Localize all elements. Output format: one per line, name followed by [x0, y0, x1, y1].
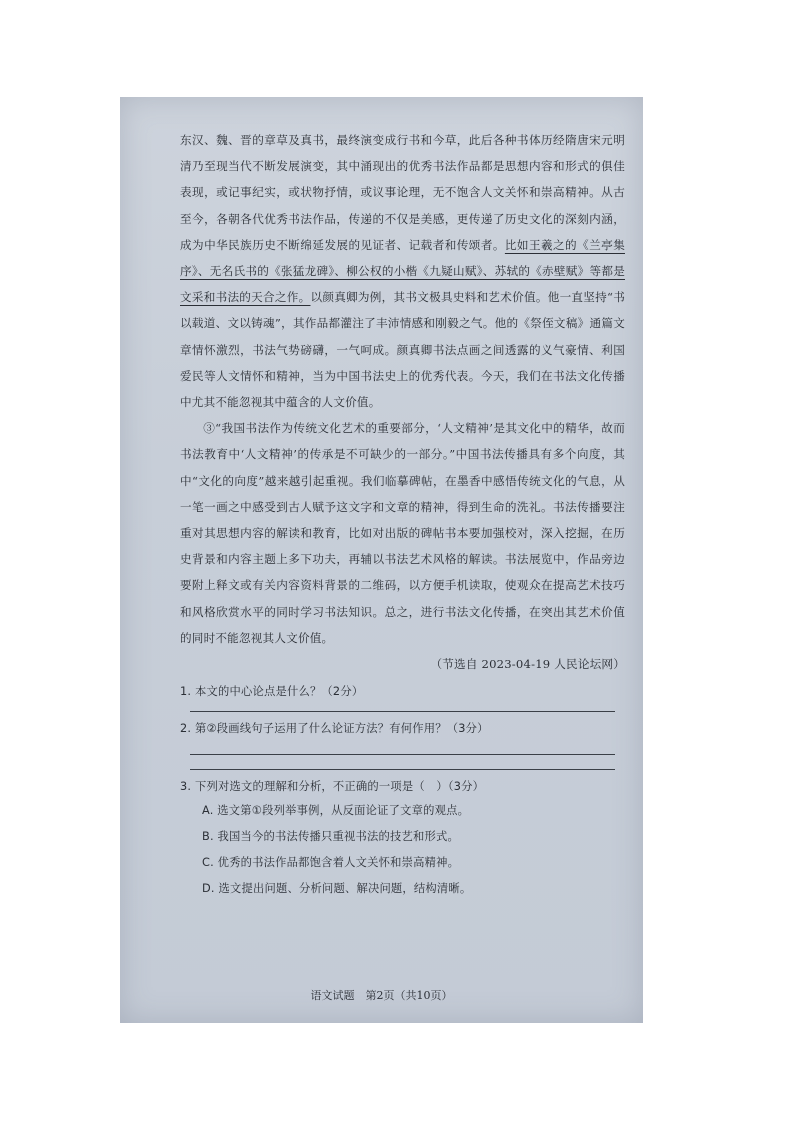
option-c[interactable]: C. 优秀的书法作品都饱含着人文关怀和崇高精神。: [202, 856, 460, 870]
question-1: 1. 本文的中心论点是什么？（2分）: [180, 685, 364, 699]
answer-line-q2-1[interactable]: [190, 754, 615, 755]
paragraph-2-text-after: 以颜真卿为例，其书文极具史料和艺术价值。他一直坚持“书以载道、文以铸魂”，其作品都灌注了丰沛情感和刚毅之气。他的《祭侄文稿》通篇文章情怀激烈，书法气势磅礴，一气呵成。颜真卿书法点画之间透露的义气豪情、利国爱民等人文情怀和精神，当为中国书法史上的优秀代表。今天，我们在书法文化传播中尤其不能忽视其中蕴含的人文价值。: [180, 290, 625, 410]
question-3: 3. 下列对选文的理解和分析，不正确的一项是（ ）（3分）: [180, 780, 485, 794]
page-footer: 语文试题 第2页（共10页）: [310, 989, 453, 1002]
option-d[interactable]: D. 选文提出问题、分析问题、解决问题，结构清晰。: [202, 882, 472, 896]
options-list: [202, 798, 625, 902]
source-citation: （节选自 2023-04-19 人民论坛网）: [430, 657, 625, 672]
answer-line-q2-2[interactable]: [190, 769, 615, 770]
exam-page-body: [180, 127, 625, 902]
scanned-page: [120, 97, 643, 1023]
question-2: 2. 第②段画线句子运用了什么论证方法？有何作用？（3分）: [180, 722, 489, 736]
option-b[interactable]: B. 我国当今的书法传播只重视书法的技艺和形式。: [202, 830, 459, 844]
option-a[interactable]: A. 选文第①段列举事例，从反面论证了文章的观点。: [202, 804, 470, 818]
paragraph-3: ③“我国书法作为传统文化艺术的重要部分，‘人文精神’是其文化中的精华，故而书法教育中‘人文精神’的传承是不可缺少的一部分。”中国书法传播具有多个向度，其中“文化的向度”越来越引起重视。我们临摹碑帖，在墨香中感悟传统文化的气息，从一笔一画之中感受到古人赋予这文字和文章的精神，得到生命的洗礼。书法传播要注重对其思想内容的解读和教育，比如对出版的碑帖书本要加强校对，深入挖掘，在历史背景和内容主题上多下功夫，再辅以书法艺术风格的解读。书法展览中，作品旁边要附上释文或有关内容资料背景的二维码，以方便手机读取，使观众在提高艺术技巧和风格欣赏水平的同时学习书法知识。总之，进行书法文化传播，在突出其艺术价值的同时不能忽视其人文价值。: [180, 421, 625, 645]
answer-line-q1[interactable]: [190, 711, 615, 712]
underlined-sentence: 比如王羲之的《兰亭集序》、无名氏书的《张猛龙碑》、柳公权的小楷《九疑山赋》、苏轼的《赤壁赋》等都是文采和书法的天合之作。: [180, 237, 625, 305]
paragraph-2-text-before: 东汉、魏、晋的章草及真书，最终演变成行书和今草，此后各种书体历经隋唐宋元明清乃至现当代不断发展演变，其中涌现出的优秀书法作品都是思想内容和形式的俱佳表现，或记事纪实，或状物抒情，或议事论理，无不饱含人文关怀和崇高精神。从古至今，各朝各代优秀书法作品，传递的不仅是美感，更传递了历史文化的深刻内涵，成为中华民族历史不断绵延发展的见证者、记载者和传颂者。: [180, 133, 625, 252]
paragraph-2: [180, 127, 625, 415]
